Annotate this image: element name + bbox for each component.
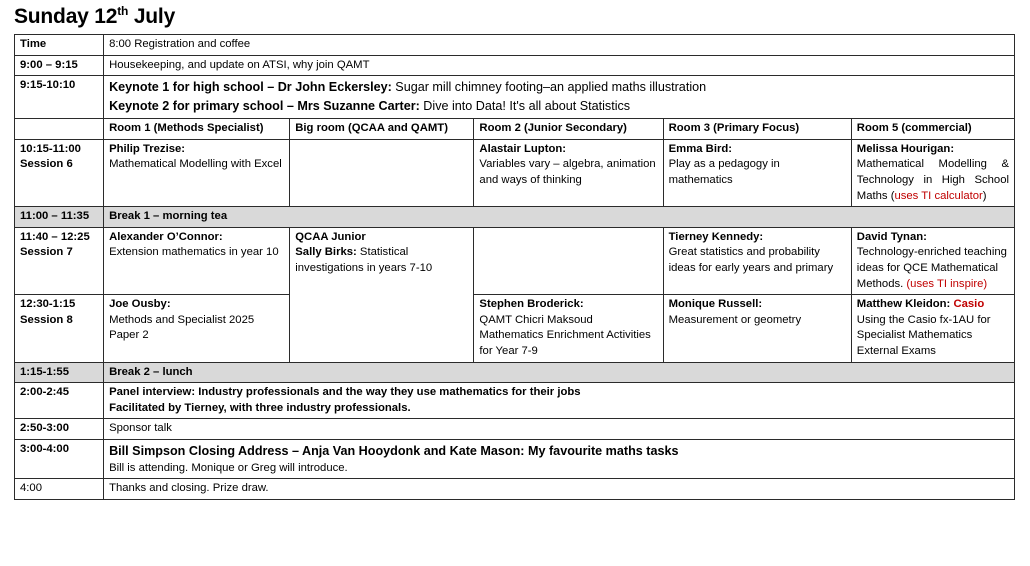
session7-bigroom-line <box>295 245 468 276</box>
time-cell-registration: Time <box>15 35 104 56</box>
session6-time: 10:15-11:00 <box>20 142 81 155</box>
panel-cell <box>104 383 1015 419</box>
schedule-table <box>14 34 1015 500</box>
table-row-panel <box>15 383 1015 419</box>
sponsor-text: Sponsor talk <box>104 419 1015 440</box>
session6-room5-presenter: Melissa Hourigan: <box>856 142 955 155</box>
session6-room2-cell <box>474 139 663 206</box>
session7-bigroom-text: Statistical investigations in years 7-10 <box>295 246 433 274</box>
session8-room2-cell <box>474 295 663 362</box>
session6-room2-text: Variables vary – algebra, animation and ways of thinking <box>479 158 656 186</box>
panel-line-2: Facilitated by Tierney, with three industry professionals. <box>109 401 411 414</box>
session6-label: Session 6 <box>20 158 73 171</box>
page-title-month: July <box>128 5 176 28</box>
session8-room5-header <box>857 297 1009 313</box>
time-cell-final: 4:00 <box>15 479 104 500</box>
table-row-final <box>15 479 1015 500</box>
session8-room5-text: Using the Casio fx-1AU for Specialist Mathematics External Exams <box>856 313 991 357</box>
table-row-break2 <box>15 362 1015 383</box>
session8-label: Session 8 <box>20 313 73 326</box>
table-row-session7 <box>15 227 1015 294</box>
session7-bigroom-cell <box>290 227 474 362</box>
keynote-2-title: Keynote 2 for primary school – Mrs Suzanne Carter: <box>109 99 420 114</box>
session8-room2-presenter: Stephen Broderick: <box>479 298 584 311</box>
column-header-bigroom: Big room (QCAA and QAMT) <box>290 119 474 140</box>
session7-room2-cell <box>474 227 663 294</box>
session6-room1-text: Mathematical Modelling with Excel <box>109 158 282 171</box>
keynote-1-title: Keynote 1 for high school – Dr John Eckersley: <box>109 80 392 95</box>
keynote-1-line <box>109 78 1009 97</box>
time-cell-keynotes: 9:15-10:10 <box>15 76 104 119</box>
session7-bigroom-presenter: Sally Birks: <box>295 246 357 259</box>
session6-room5-text <box>857 157 1009 204</box>
table-row-registration <box>15 35 1015 56</box>
break1-text: Break 1 – morning tea <box>104 207 1015 228</box>
closing-cell <box>104 439 1015 479</box>
session7-room3-text: Great statistics and probability ideas for early years and primary <box>668 246 834 274</box>
closing-line-1: Bill Simpson Closing Address – Anja Van Hooydonk and Kate Mason: My favourite maths tasks <box>109 443 679 458</box>
session6-room5-tail: ) <box>982 189 987 202</box>
session8-room1-text: Methods and Specialist 2025 Paper 2 <box>109 313 255 342</box>
page-title-ordinal: th <box>117 4 129 18</box>
session8-room1-cell <box>104 295 290 362</box>
session8-room3-presenter: Monique Russell: <box>668 298 763 311</box>
column-header-room1: Room 1 (Methods Specialist) <box>104 119 290 140</box>
keynote-1-desc: Sugar mill chimney footing–an applied maths illustration <box>391 80 707 95</box>
session7-time: 11:40 – 12:25 <box>20 230 90 243</box>
time-cell-panel: 2:00-2:45 <box>15 383 104 419</box>
session7-room5-cell <box>851 227 1014 294</box>
session7-label: Session 7 <box>20 246 73 259</box>
time-cell-session6 <box>15 139 104 206</box>
session7-room5-presenter: David Tynan: <box>856 230 927 243</box>
page-title-day: Sunday 12 <box>14 5 118 28</box>
table-row-break1 <box>15 207 1015 228</box>
housekeeping-text: Housekeeping, and update on ATSI, why join QAMT <box>104 55 1015 76</box>
closing-line-2: Bill is attending. Monique or Greg will introduce. <box>109 461 348 474</box>
session6-room3-text: Play as a pedagogy in mathematics <box>668 158 780 186</box>
session6-room2-presenter: Alastair Lupton: <box>479 142 567 155</box>
keynote-2-desc: Dive into Data! It's all about Statistics <box>419 99 631 114</box>
session7-room1-presenter: Alexander O’Connor: <box>109 230 223 243</box>
session6-bigroom-cell <box>290 139 474 206</box>
table-row-keynotes <box>15 76 1015 119</box>
time-cell-session8 <box>15 295 104 362</box>
session8-room5-cell <box>851 295 1014 362</box>
page-title <box>14 4 175 30</box>
column-header-room5: Room 5 (commercial) <box>851 119 1014 140</box>
time-cell-closing: 3:00-4:00 <box>15 439 104 479</box>
session7-bigroom-title: QCAA Junior <box>295 230 366 243</box>
time-cell-empty-header <box>15 119 104 140</box>
table-row-sponsor <box>15 419 1015 440</box>
session7-room5-note: (uses TI inspire) <box>906 277 988 290</box>
session7-room1-cell <box>104 227 290 294</box>
session7-room3-cell <box>663 227 851 294</box>
time-cell-break2: 1:15-1:55 <box>15 362 104 383</box>
session8-room1-presenter: Joe Ousby: <box>109 298 171 311</box>
final-text: Thanks and closing. Prize draw. <box>104 479 1015 500</box>
session8-room5-presenter: Matthew Kleidon: <box>856 298 954 311</box>
session7-room5-line <box>857 245 1009 292</box>
registration-text: 8:00 Registration and coffee <box>104 35 1015 56</box>
session8-time: 12:30-1:15 <box>20 298 76 311</box>
table-row-room-headers <box>15 119 1015 140</box>
table-row-session8 <box>15 295 1015 362</box>
session6-room1-presenter: Philip Trezise: <box>109 142 186 155</box>
session7-room1-text: Extension mathematics in year 10 <box>109 246 279 259</box>
table-row-closing <box>15 439 1015 479</box>
session6-room5-cell <box>851 139 1014 206</box>
time-cell-sponsor: 2:50-3:00 <box>15 419 104 440</box>
column-header-room3: Room 3 (Primary Focus) <box>663 119 851 140</box>
table-row-session6 <box>15 139 1015 206</box>
session8-room3-text: Measurement or geometry <box>668 313 802 326</box>
keynotes-cell <box>104 76 1015 119</box>
break2-text: Break 2 – lunch <box>104 362 1015 383</box>
time-cell-session7 <box>15 227 104 294</box>
table-row-housekeeping <box>15 55 1015 76</box>
session6-room3-presenter: Emma Bird: <box>668 142 733 155</box>
session7-room3-presenter: Tierney Kennedy: <box>668 230 764 243</box>
time-cell-housekeeping: 9:00 – 9:15 <box>15 55 104 76</box>
column-header-room2: Room 2 (Junior Secondary) <box>474 119 663 140</box>
session7-room5-text: Technology-enriched teaching ideas for QCE Mathematical Methods. <box>856 246 1007 290</box>
session6-room3-cell <box>663 139 851 206</box>
session6-room1-cell <box>104 139 290 206</box>
session8-room5-brand: Casio <box>953 298 985 311</box>
keynote-2-line <box>109 97 1009 116</box>
session6-room5-note: uses TI calculator <box>894 189 983 202</box>
time-cell-break1: 11:00 – 11:35 <box>15 207 104 228</box>
session8-room3-cell <box>663 295 851 362</box>
session6-room5-desc: Mathematical Modelling & Technology in High School Maths ( <box>856 158 1009 202</box>
panel-line-1: Panel interview: Industry professionals and the way they use mathematics for their jobs <box>109 386 581 399</box>
session8-room2-text: QAMT Chicri Maksoud Mathematics Enrichment Activities for Year 7-9 <box>479 313 651 357</box>
